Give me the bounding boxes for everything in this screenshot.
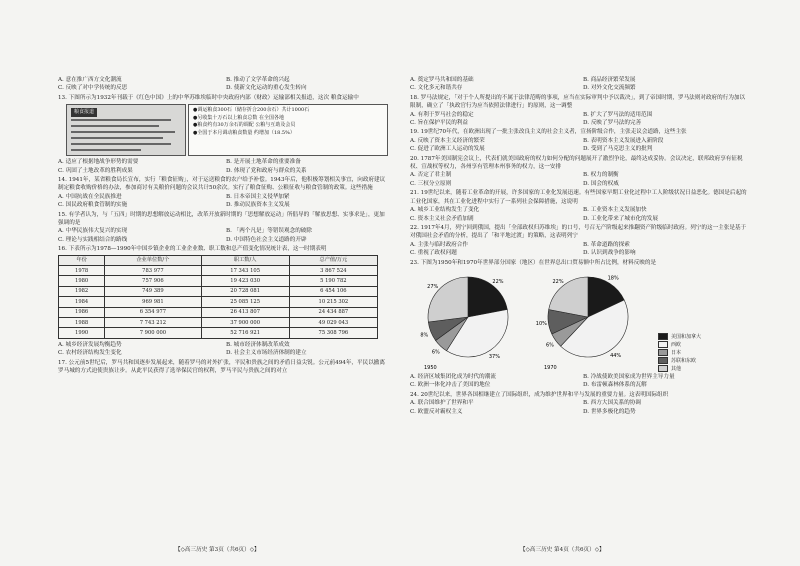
table-header-row	[59, 255, 378, 265]
table-row	[59, 266, 378, 276]
q18-stem: 18. 罗马法规定，「对于个人所提出的不属于法律范畴的事项，应当在实际审判中予以裁决」，到了帝国时期，罗马法则对政府的行为加以限制，确立了「执政官行为应当依照法律进行」的原则，这一调整	[410, 94, 746, 110]
table-cell: 7 900 000	[105, 328, 201, 338]
q18-option-b: B. 扩大了罗马法的适用范围	[583, 111, 653, 118]
q15-option-a: A. 中华民族伟大复兴的实现	[58, 228, 128, 235]
township-enterprise-table	[58, 255, 378, 339]
table-header: 总产值/万元	[289, 255, 377, 265]
q24-option-d: D. 世界多极化的趋势	[583, 408, 636, 415]
q21-option-c: C. 资本主义社会矛盾加剧	[410, 215, 474, 222]
page-footer-left: 【◇高三历史 第3页（共6页）◇】	[175, 547, 260, 553]
pie-1950-box	[410, 269, 530, 373]
pie-chart-1970	[530, 269, 650, 373]
pie-charts	[410, 269, 750, 373]
newspaper-text	[188, 104, 388, 156]
table-cell: 49 029 043	[289, 318, 377, 328]
q23-options	[410, 373, 750, 390]
q17-option-a: A. 奠定罗马共和国的基础	[410, 77, 474, 83]
table-cell: 26 413 807	[201, 307, 289, 317]
table-cell: 7 743 212	[105, 318, 201, 328]
q21-option-d: D. 工业化带来了城市化的发展	[583, 215, 658, 222]
q22-option-b: B. 革命道路的探索	[583, 241, 630, 248]
pie-data-label: 6%	[431, 349, 440, 356]
q24-option-c: C. 欧盟反对霸权主义	[410, 408, 463, 415]
table-cell: 1980	[59, 276, 105, 286]
pie-data-label: 22%	[492, 278, 504, 285]
table-header: 年份	[59, 255, 105, 265]
q24-option-b: B. 西方大国关系的协调	[583, 400, 642, 407]
pie-legend	[658, 333, 701, 373]
q16-options	[58, 341, 388, 358]
q19-option-b: B. 表明资本主义发展进入新阶段	[583, 137, 664, 144]
q21-options	[410, 206, 750, 223]
q18-options	[410, 111, 750, 128]
table-cell: 5 190 782	[289, 276, 377, 286]
q19-option-a: A. 反映了资本主义经济的繁荣	[410, 137, 485, 144]
table-cell: 969 981	[105, 297, 201, 307]
q19-stem: 19. 19世纪70年代，在欧洲出现了一批主张改良主义的社会主义者，宣扬阶级合作，主张走议会道路，这些主张	[410, 129, 687, 136]
legend-label: 其他	[671, 365, 682, 372]
q17-stem: 17. 公元前5世纪后，罗马共和国逐步发展起来，随着罗马的对外扩张，平民和贵族之间的矛盾日益尖锐。公元前494年，平民以撤离罗马城的方式迫使贵族让步。从此平民获得了选举保民官的权利，罗马平民与贵族之间的对立	[58, 359, 385, 375]
q13-stem: 13. 下图所示为1932年刊载于《红色中国》上的中华苏维埃临时中央政府内部（财政）运输部相关报道，这次 粮食运输中	[58, 94, 359, 101]
q20-options	[410, 171, 750, 188]
q22-option-d: D. 认识到战争的影响	[583, 250, 636, 257]
legend-swatch	[658, 349, 668, 356]
pie-data-label: 22%	[552, 278, 564, 285]
table-cell: 1988	[59, 318, 105, 328]
q12-option-d: D. 使新文化运动的重心发生转向	[226, 85, 307, 92]
q14-stem: 14. 1941年，某省粮食局长宣布，实行「粮食征购」，对于运送粮食的农户给予补偿。1943年后，他积极筹划相关事宜，向政府建议制定粮食收购价格的办法，参加商讨有关粮价问题的会议共计50余次。实行了粮食征购、公粮征收与粮食管制的政策。这些措施	[58, 177, 386, 192]
q20-stem: 20. 1787年美国制宪会议上，代表们就美国政府的权力如何分配的问题展开了激烈争论，最终达成妥协。会议决定，联邦政府享有征税权、宣战权等权力，各州享有管理本州事务的权力，这一安排	[410, 155, 743, 171]
legend-entry	[658, 365, 701, 373]
q14-options	[58, 193, 388, 210]
q21-stem: 21. 19世纪以来，随着工业革命的开展，许多国家的工业化发展迅速。有些国家早期工业化过程中工人阶级状况日益恶化。德国是后起的工业化国家，其在工业化进程中实行了一系列社会保障措施，这说明	[410, 190, 747, 205]
q24-option-a: A. 联合国维护了世界和平	[410, 400, 474, 407]
q15-option-b: B. 「两个凡是」等错误观念的破除	[226, 228, 312, 235]
q17-option-b: B. 商品经济繁荣发展	[583, 77, 636, 83]
q13-options	[58, 158, 388, 175]
table-row	[59, 307, 378, 317]
table-row	[59, 286, 378, 296]
pie-data-label: 10%	[535, 320, 547, 327]
legend-entry	[658, 349, 701, 357]
q15-stem: 15. 有学者认为，与「五四」时期的思想解放运动相比，改革开放新时期的「思想解放运动」所倡导的「解放思想、实事求是」，更加强调的是	[58, 211, 385, 227]
q24-options	[410, 399, 750, 416]
table-cell: 6 454 106	[289, 286, 377, 296]
table-header: 职工数/人	[201, 255, 289, 265]
right-column	[410, 76, 750, 546]
q23-option-a: A. 经济区域集团化成为时代的潮流	[410, 373, 496, 380]
q19-options	[410, 137, 750, 154]
newspaper-figure	[66, 104, 388, 156]
q15-options	[58, 227, 388, 244]
table-row	[59, 276, 378, 286]
news-line: ●全国于本月调动粮食数量 约增加（18.5%）	[193, 130, 295, 136]
table-cell: 1978	[59, 266, 105, 276]
q16-option-a: A. 城乡经济发展均衡趋势	[58, 341, 122, 348]
pie-data-label: 37%	[488, 353, 500, 360]
q18-option-d: D. 反映了罗马法的完善	[583, 120, 642, 127]
pie-1970-box	[530, 269, 650, 373]
q12-options	[58, 76, 388, 93]
q22-options	[410, 241, 750, 258]
q16-option-c: C. 农村经济结构发生变化	[58, 350, 122, 357]
q17-option-d: D. 对外文化交流频繁	[583, 85, 636, 92]
pie-data-label: 18%	[607, 275, 619, 282]
pie-data-label: 27%	[427, 283, 439, 290]
table-cell: 1986	[59, 307, 105, 317]
legend-entry	[658, 341, 701, 349]
q12-option-b: B. 推动了文学革命的兴起	[226, 77, 290, 83]
q22-stem: 22. 1917年4月，列宁回到俄国，提出「全部政权归苏维埃」的口号，号召无产阶级起来推翻资产阶级临时政府。列宁的这一主张是基于对俄国社会矛盾的分析，提出了「和平地过渡」的策略，这表明列宁	[410, 224, 747, 240]
legend-swatch	[658, 333, 668, 340]
q13-option-c: C. 巩固了土地改革的胜利成果	[58, 167, 133, 174]
table-header: 企业单位数/个	[105, 255, 201, 265]
table-cell: 749 389	[105, 286, 201, 296]
legend-label: 苏联和东欧	[671, 357, 697, 364]
q19-option-d: D. 受到了马克思主义的批判	[583, 146, 653, 153]
table-cell: 52 716 921	[201, 328, 289, 338]
table-cell: 1990	[59, 328, 105, 338]
table-cell: 37 900 000	[201, 318, 289, 328]
q23-option-d: D. 布雷顿森林体系的瓦解	[583, 382, 647, 389]
q17-option-c: C. 文化多元和谐共存	[410, 85, 463, 92]
pie-year-label: 1950	[424, 364, 437, 371]
q13-option-d: D. 体现了党和政府与群众的关系	[226, 167, 307, 174]
table-row	[59, 318, 378, 328]
legend-swatch	[658, 357, 668, 364]
q18-option-c: C. 旨在保护平民的利益	[410, 120, 468, 127]
table-cell: 783 977	[105, 266, 201, 276]
pie-data-label: 44%	[610, 352, 622, 359]
table-cell: 3 867 524	[289, 266, 377, 276]
q14-option-b: B. 日本帝国主义侵华加紧	[226, 193, 290, 200]
pie-year-label: 1970	[544, 364, 557, 371]
legend-entry	[658, 333, 701, 341]
q13-option-b: B. 是开展土地革命的重要准备	[226, 159, 301, 166]
table-cell: 1982	[59, 286, 105, 296]
q18-option-a: A. 有利于罗马社会的稳定	[410, 111, 474, 118]
pie-chart-1950	[410, 269, 530, 373]
legend-label: 西欧	[671, 341, 682, 348]
table-cell: 75 308 796	[289, 328, 377, 338]
q19-option-c: C. 促进了欧洲工人运动的发展	[410, 146, 485, 153]
q20-option-a: A. 否定了君主制	[410, 172, 452, 179]
left-column	[58, 76, 388, 546]
q15-option-d: D. 中国特色社会主义道路的开辟	[226, 236, 307, 243]
table-cell: 24 434 887	[289, 307, 377, 317]
q20-option-b: B. 权力的制衡	[583, 172, 619, 179]
table-cell: 1984	[59, 297, 105, 307]
q23-option-c: C. 欧洲一体化冲击了美国的地位	[410, 382, 491, 389]
q12-option-c: C. 反映了对中学传统的反思	[58, 85, 128, 92]
news-line: ●调运粮食300石（储存折合200余石）共计1000石	[193, 107, 310, 114]
newspaper-image	[66, 104, 186, 156]
q13-option-a: A. 适应了根据地战争形势的需要	[58, 159, 139, 166]
table-row	[59, 297, 378, 307]
q21-option-b: B. 工业资本主义发展加快	[583, 207, 647, 214]
news-line: ●另收集十万石以上粮食总数 在全国各地	[193, 114, 284, 121]
q12-option-a: A. 意在推广西方文化潮流	[58, 77, 122, 83]
table-cell: 757 906	[105, 276, 201, 286]
table-cell: 25 085 125	[201, 297, 289, 307]
q16-option-b: B. 城市经济体制改革成效	[226, 341, 290, 348]
q14-option-a: A. 中国抗战在全民族推进	[58, 193, 122, 200]
legend-label: 美国和加拿大	[671, 333, 702, 340]
legend-swatch	[658, 341, 668, 348]
page-footer-right: 【◇高三历史 第4页（共6页）◇】	[520, 547, 605, 553]
pie-data-label: 6%	[546, 342, 554, 349]
legend-entry	[658, 357, 701, 365]
q15-option-c: C. 理论与实践相结合的路线	[58, 236, 128, 243]
q20-option-c: C. 三权分立原则	[410, 180, 452, 187]
pie-data-label: 8%	[420, 332, 429, 339]
legend-swatch	[658, 365, 668, 372]
table-cell: 20 728 081	[201, 286, 289, 296]
newspaper-header: 粮食报道	[71, 108, 97, 116]
q17-options	[410, 76, 750, 93]
news-line: ●粮食约有30万余石的调配 公粮与互助及会员	[193, 122, 296, 129]
table-cell: 6 354 977	[105, 307, 201, 317]
legend-label: 日本	[671, 349, 682, 356]
q22-option-a: A. 主张与临时政府合作	[410, 241, 468, 248]
q22-option-c: C. 重视了政权问题	[410, 250, 457, 257]
q24-stem: 24. 20世纪以来，世界各国相继建立了国际组织，成为维护世界和平与发展的重要力量。这表明国际组织	[410, 391, 669, 398]
q21-option-a: A. 城乡工业结构发生了变化	[410, 207, 480, 214]
q16-stem: 16. 下表所示为1978—1990年中国乡镇企业的工业企业数、职工数和总产值变化情况统计表，这一时期表明	[58, 246, 327, 253]
table-cell: 10 215 302	[289, 297, 377, 307]
q20-option-d: D. 国会的权威	[583, 180, 619, 187]
table-cell: 19 423 030	[201, 276, 289, 286]
q14-option-d: D. 推动民族资本主义发展	[226, 202, 290, 209]
table-row	[59, 328, 378, 338]
q23-option-b: B. 冷战使欧美国家成为世界主导力量	[583, 373, 675, 380]
q16-option-d: D. 社会主义市场经济体制的建立	[226, 350, 307, 357]
q14-option-c: C. 国民政府粮食管制的实施	[58, 202, 128, 209]
q23-stem: 23. 下图为1950年和1970年世界部分国家（地区）在世界总出口贸易额中所占比例，材料反映的是	[410, 259, 657, 266]
table-cell: 17 343 105	[201, 266, 289, 276]
